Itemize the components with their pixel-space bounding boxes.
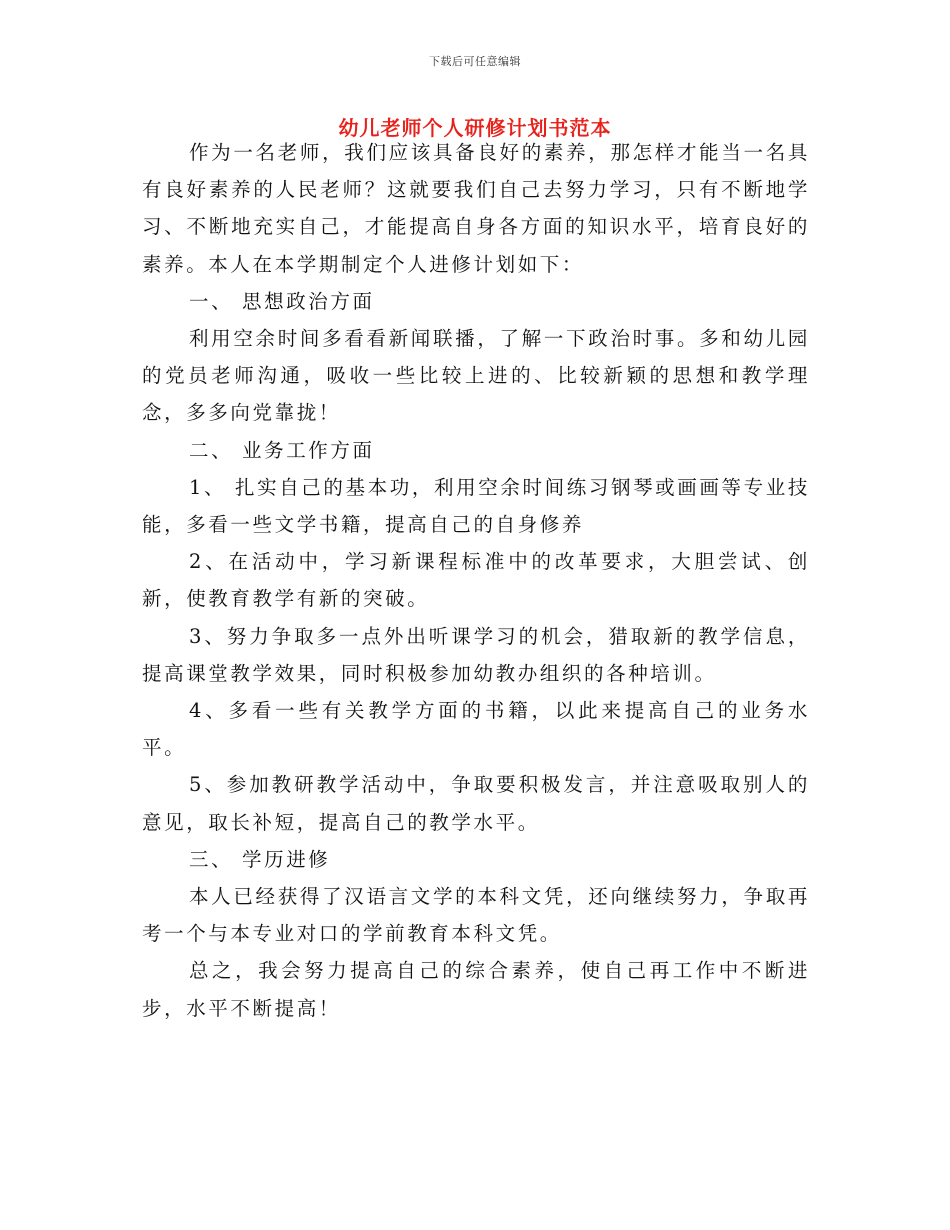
intro-paragraph: 作为一名老师，我们应该具备良好的素养，那怎样才能当一名具有良好素养的人民老师？这就要我们自己去努力学习，只有不断地学习、不断地充实自己，才能提高自身各方面的知识水平，培育良好的素养。本人在本学期制定个人进修计划如下： <box>142 141 810 276</box>
section-heading-work: 二、 业务工作方面 <box>189 438 375 462</box>
education-paragraph: 本人已经获得了汉语言文学的本科文凭，还向继续努力，争取再考一个与本专业对口的学前教育本科文凭。 <box>142 885 810 946</box>
conclusion-paragraph: 总之，我会努力提高自己的综合素养，使自己再工作中不断进步，水平不断提高！ <box>142 959 810 1020</box>
section-heading-education: 三、 学历进修 <box>189 847 331 871</box>
section-heading-political: 一、 思想政治方面 <box>189 289 375 313</box>
work-item-4: 4、多看一些有关教学方面的书籍，以此来提高自己的业务水平。 <box>142 699 810 760</box>
header-note: 下载后可任意编辑 <box>429 55 521 68</box>
work-item-1: 1、 扎实自己的基本功，利用空余时间练习钢琴或画画等专业技能，多看一些文学书籍，提高自己的自身修养 <box>142 475 810 537</box>
work-item-3: 3、努力争取多一点外出听课学习的机会，猎取新的教学信息，提高课堂教学效果，同时积极参加幼教办组织的各种培训。 <box>142 624 810 685</box>
work-item-2: 2、在活动中，学习新课程标准中的改革要求，大胆尝试、创新，使教育教学有新的突破。 <box>142 550 810 611</box>
document-body <box>142 134 810 1027</box>
political-paragraph: 利用空余时间多看看新闻联播，了解一下政治时事。多和幼儿园的党员老师沟通，吸收一些比较上进的、比较新颖的思想和教学理念，多多向党靠拢！ <box>142 327 810 425</box>
document-title: 幼儿老师个人研修计划书范本 <box>338 116 612 140</box>
work-item-5: 5、参加教研教学活动中，争取要积极发言，并注意吸取别人的意见，取长补短，提高自己的教学水平。 <box>142 773 810 834</box>
